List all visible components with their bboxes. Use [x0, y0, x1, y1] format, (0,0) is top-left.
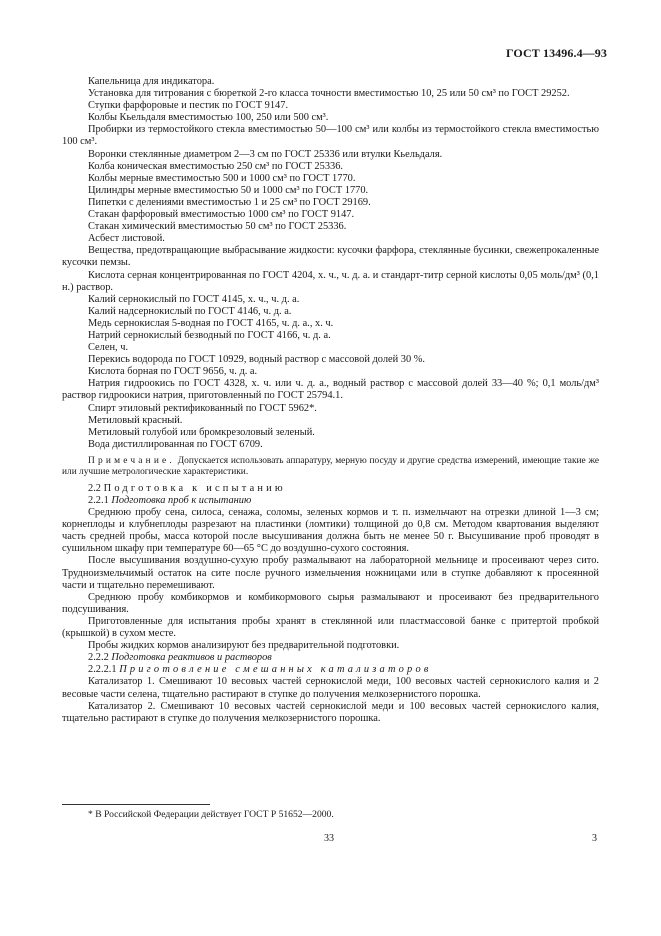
list-item: Ступки фарфоровые и пестик по ГОСТ 9147. [88, 100, 289, 112]
list-item: Калий сернокислый по ГОСТ 4145, х. ч., ч. д. а. [88, 293, 300, 305]
paragraph: После высушивания воздушно-сухую пробу размалывают на лабораторной мельнице и просеивают через сито. Трудноизмельчимый остаток на сите после ручного измельчения ножницами или в ступке добавляют к просеянной части и тщательно перемешивают. [62, 555, 599, 591]
subsection-heading [62, 664, 599, 676]
paragraph: Пробы жидких кормов анализируют без предварительной подготовки. [88, 640, 400, 652]
paragraph: Катализатор 1. Смешивают 10 весовых частей сернокислой меди, 100 весовых частей сернокислого калия и 2 весовые части селена, тщательно растирают в ступке до получения мелкозернистого порошка. [62, 676, 599, 700]
subsection-title: Подготовка реактивов и растворов [111, 652, 272, 664]
list-item: Асбест листовой. [88, 233, 165, 245]
footnote: * В Российской Федерации действует ГОСТ Р 51652—2000. [88, 809, 334, 820]
subsection-number: 2.2.2.1 [88, 664, 117, 676]
paragraph: Приготовленные для испытания пробы хранят в стеклянной или пластмассовой банке с притертой пробкой (крышкой) в сухом месте. [62, 615, 599, 640]
list-item: Кислота серная концентрированная по ГОСТ 4204, х. ч., ч. д. а. и стандарт-титр серной кислоты 0,05 моль/дм³ (0,1 н.) раствор. [62, 269, 599, 293]
subsection-heading [62, 495, 599, 507]
note [62, 456, 599, 478]
note-label: Примечание. [88, 455, 175, 466]
subsection-title: Приготовление смешанных катализаторов [119, 664, 432, 676]
list-item: Вещества, предотвращающие выбрасывание жидкости: кусочки фарфора, стеклянные бусинки, свежепрокаленные кусочки пемзы. [62, 245, 599, 269]
subsection-number: 2.2.1 [88, 495, 109, 506]
section-title: Подготовка к испытанию [103, 482, 286, 494]
list-item: Стакан фарфоровый вместимостью 1000 см³ по ГОСТ 9147. [88, 209, 355, 221]
list-item: Селен, ч. [88, 342, 129, 354]
page-number-center: 33 [324, 833, 334, 844]
list-item: Кислота борная по ГОСТ 9656, ч. д. а. [88, 366, 258, 378]
paragraph: Среднюю пробу сена, силоса, сенажа, соломы, зеленых кормов и т. п. измельчают на отрезки длиной 1—3 см; корнеплоды и клубнеплоды разрезают на пластинки (ломтики) толщиной до 0,8 см. Методом квартования выделяют часть средней пробы, масса которой после высушивания должна быть не менее 50 г. Высушивание проб проводят в сушильном шкафу при температуре 60—65 °С до воздушно-сухого состояния. [62, 507, 599, 555]
list-item: Цилиндры мерные вместимостью 50 и 1000 см³ по ГОСТ 1770. [88, 184, 369, 196]
list-item: Воронки стеклянные диаметром 2—3 см по ГОСТ 25336 или втулки Кьельдаля. [88, 148, 443, 160]
paragraph: Катализатор 2. Смешивают 10 весовых частей сернокислой меди и 100 весовых частей сернокислого калия, тщательно растирают в ступке до получения мелкозернистого порошка. [62, 700, 599, 724]
section-heading [62, 483, 599, 495]
list-item: Установка для титрования с бюреткой 2-го класса точности вместимостью 10, 25 или 50 см³ по ГОСТ 29252. [88, 88, 570, 100]
page-number-right: 3 [592, 833, 597, 844]
list-item: Вода дистиллированная по ГОСТ 6709. [88, 438, 263, 450]
paragraph: Среднюю пробу комбикормов и комбикормового сырья размалывают и просеивают без предварительного подсушивания. [62, 591, 599, 615]
page-header-title: ГОСТ 13496.4—93 [506, 46, 607, 60]
list-item: Колбы Кьельдаля вместимостью 100, 250 или 500 см³. [88, 112, 329, 124]
subsection-number: 2.2.2 [88, 652, 109, 664]
footnote-divider [62, 804, 210, 805]
list-item: Натрий сернокислый безводный по ГОСТ 4166, ч. д. а. [88, 329, 331, 341]
list-item: Колба коническая вместимостью 250 см³ по ГОСТ 25336. [88, 160, 344, 172]
section-number: 2.2 [88, 482, 101, 494]
list-item: Пробирки из термостойкого стекла вместимостью 50—100 см³ или колбы из термостойкого стекла вместимостью 100 см³. [62, 124, 599, 148]
list-item: Стакан химический вместимостью 50 см³ по ГОСТ 25336. [88, 221, 347, 233]
list-item: Натрия гидроокись по ГОСТ 4328, х. ч. или ч. д. а., водный раствор с массовой долей 33—40 %; 0,1 моль/дм³ раствор гидроокиси натрия, приготовленный по ГОСТ 25794.1. [62, 378, 599, 402]
list-item: Пипетки с делениями вместимостью 1 и 25 см³ по ГОСТ 29169. [88, 196, 371, 208]
subsection-heading [62, 652, 599, 664]
list-item: Капельница для индикатора. [88, 76, 215, 87]
list-item: Колбы мерные вместимостью 500 и 1000 см³ по ГОСТ 1770. [88, 172, 356, 184]
list-item: Перекись водорода по ГОСТ 10929, водный раствор с массовой долей 30 %. [88, 354, 426, 366]
list-item: Метиловый красный. [88, 414, 183, 426]
list-item: Метиловый голубой или бромкрезоловый зеленый. [88, 426, 315, 438]
document-body [62, 76, 599, 725]
list-item: Медь сернокислая 5-водная по ГОСТ 4165, ч. д. а., х. ч. [88, 317, 334, 329]
note-text: Допускается использовать аппаратуру, мерную посуду и другие средства измерений, имеющие такие же или лучшие метрологические характеристики. [62, 455, 599, 477]
subsection-title: Подготовка проб к испытанию [111, 495, 252, 506]
list-item: Спирт этиловый ректификованный по ГОСТ 5962*. [88, 402, 317, 414]
list-item: Калий надсернокислый по ГОСТ 4146, ч. д. а. [88, 305, 292, 317]
